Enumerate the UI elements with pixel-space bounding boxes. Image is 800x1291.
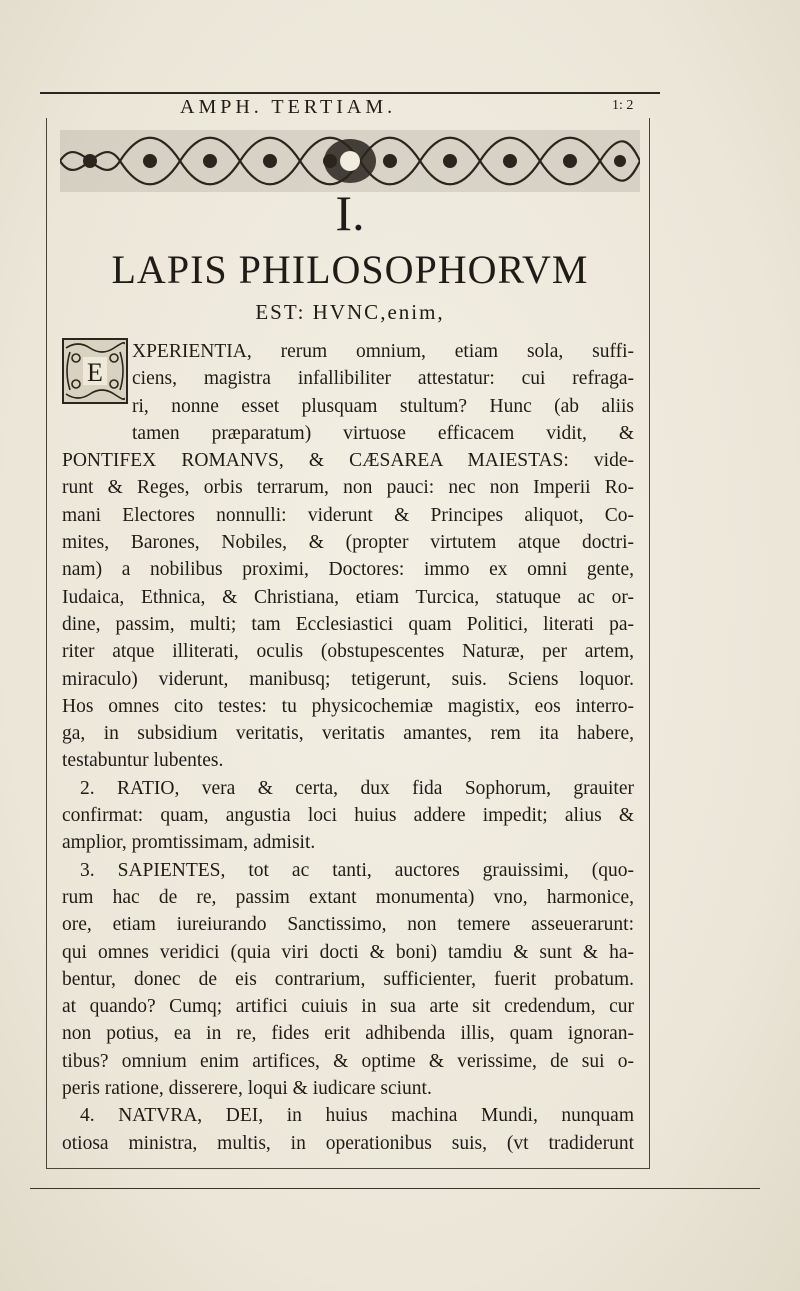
running-head: AMPH. TERTIAM. [180, 96, 397, 118]
text-line: 2. RATIO, vera & certa, dux fida Sophorum, grauiter [80, 777, 634, 799]
text-line: ga, in subsidium veritatis, veritatis amantes, rem ita habere, [62, 723, 634, 745]
text-line: dine, passim, multi; tam Ecclesiastici quam Politici, literati pa- [62, 613, 634, 635]
text-line: peris ratione, disserere, loqui & iudicare sciunt. [62, 1078, 432, 1100]
text-line: mites, Barones, Nobiles, & (propter virtutem atque doctri- [62, 532, 634, 554]
chapter-number: I. [335, 185, 365, 241]
text-line: testabuntur lubentes. [62, 750, 224, 772]
text-line: Hos omnes cito testes: tu physicochemiæ magistix, eos interro- [62, 695, 634, 717]
text-line: XPERIENTIA, rerum omnium, etiam sola, suffi- [132, 341, 634, 362]
text-line: otiosa ministra, multis, in operationibus suis, (vt tradiderunt [62, 1132, 634, 1154]
text-line: mani Electores nonnulli: viderunt & Principes aliquot, Co- [62, 504, 634, 526]
chapter-subtitle: EST: HVNC,enim, [255, 300, 445, 324]
ornamental-headpiece [60, 130, 640, 192]
top-rule [40, 92, 660, 94]
text-line: tibus? omnium enim artifices, & optime & verissime, de sui o- [62, 1050, 634, 1072]
text-line: ore, etiam iureiurando Sanctissimo, non temere asseuerarunt: [62, 914, 634, 936]
text-line: riter atque illiterati, oculis (obstupescentes Naturæ, per artem, [62, 641, 634, 663]
text-line: runt & Reges, orbis terrarum, non pauci: nec non Imperii Ro- [62, 477, 634, 499]
text-line: ciens, magistra infallibiliter attestatur: cui refraga- [132, 368, 634, 390]
text-line: nam) a nobilibus proximi, Doctores: immo ex omni gente, [62, 559, 634, 581]
text-line: qui omnes veridici (quia viri docti & boni) tamdiu & sunt & ha- [62, 941, 634, 963]
text-line: amplior, promtissimam, admisit. [62, 832, 316, 854]
text-line: rum hac de re, passim extant monumenta) vno, harmonice, [62, 886, 634, 908]
text-line: at quando? Cumq; artifici cuiuis in sua arte sit credendum, cur [62, 996, 634, 1018]
bottom-rule [30, 1188, 760, 1189]
text-line: 4. NATVRA, DEI, in huius machina Mundi, nunquam [80, 1105, 634, 1127]
text-line: Iudaica, Ethnica, & Christiana, etiam Turcica, statuque ac or- [62, 586, 634, 608]
text-line: miraculo) viderunt, manibusq; tetigerunt, suis. Sciens loquor. [62, 668, 634, 690]
text-line: tamen præparatum) virtuose efficacem vidit, & [132, 422, 634, 444]
initial-letter: E [87, 358, 103, 387]
text-line: ri, nonne esset plusquam stultum? Hunc (ab aliis [132, 395, 634, 417]
text-line: PONTIFEX ROMANVS, & CÆSAREA MAIESTAS: vide- [62, 450, 634, 472]
folio-number: 1: 2 [612, 98, 634, 113]
text-line: non potius, ea in re, fides erit adhibenda illis, quam ignoran- [62, 1023, 634, 1045]
body-text [62, 338, 634, 1157]
text-line: bentur, donec de eis contrarium, sufficienter, fuerit probatum. [62, 968, 634, 990]
text-line: 3. SAPIENTES, tot ac tanti, auctores grauissimi, (quo- [80, 859, 634, 881]
text-line: confirmat: quam, angustia loci huius addere impedit; alius & [62, 805, 634, 827]
chapter-title: LAPIS PHILOSOPHORVM [111, 247, 589, 292]
